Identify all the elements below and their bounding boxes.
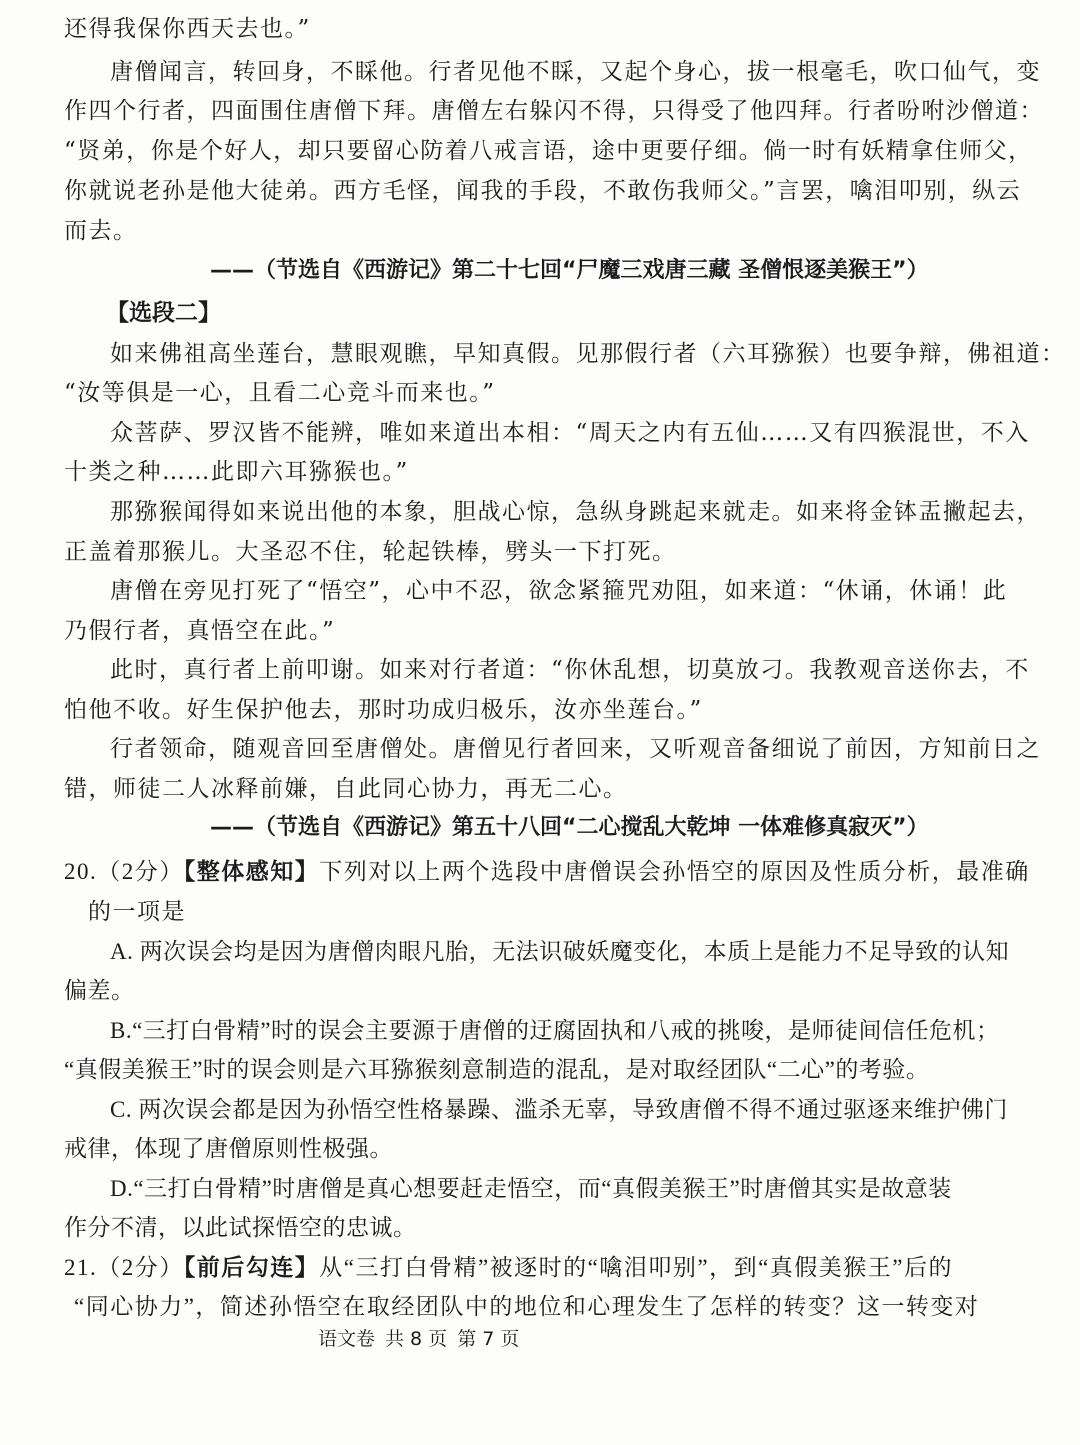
footer-paper: 语文卷 — [318, 1328, 376, 1350]
passage1-line: 你就说老孙是他大徒弟。西方毛怪，闻我的手段，不敢伤我师父。”言罢，噙泪叩别，纵云 — [64, 178, 1022, 204]
passage2-line: 错，师徒二人冰释前嫌，自此同心协力，再无二心。 — [64, 776, 628, 802]
option-c-line: C. 两次误会都是因为孙悟空性格暴躁、滥杀无辜，导致唐僧不得不通过驱逐来维护佛门 — [110, 1097, 1008, 1122]
option-b-line: B.“三打白骨精”时的误会主要源于唐僧的迂腐固执和八戒的挑唆，是师徒间信任危机； — [110, 1018, 1000, 1043]
question-21-stem-text: 从“三打白骨精”被逐时的“噙泪叩别”，到“真假美猴王”后的 — [319, 1255, 954, 1280]
passage1-source: ——（节选自《西游记》第二十七回“尸魔三戏唐三藏 圣僧恨逐美猴王”） — [210, 258, 929, 283]
section-heading: 【选段二】 — [106, 300, 221, 326]
passage2-line: 怕他不收。好生保护他去，那时功成归极乐，汝亦坐莲台。” — [64, 697, 703, 723]
passage1-line: “贤弟，你是个好人，却只要留心防着八戒言语，途中更要仔细。倘一时有妖精拿住师父， — [64, 138, 1033, 164]
question-21-stem — [64, 1253, 953, 1283]
passage2-source: ——（节选自《西游记》第五十八回“二心搅乱大乾坤 一体难修真寂灭”） — [210, 815, 929, 840]
passage1-line: 而去。 — [64, 218, 138, 244]
option-a-line: 偏差。 — [64, 978, 135, 1003]
passage2-line: 行者领命，随观音回至唐僧处。唐僧见行者回来，又听观音备细说了前因，方知前日之 — [110, 736, 1041, 762]
option-c-line: 戒律，体现了唐僧原则性极强。 — [64, 1136, 393, 1161]
passage2-line: 如来佛祖高坐莲台，慧眼观瞧，早知真假。见那假行者（六耳猕猴）也要争辩，佛祖道： — [110, 341, 1066, 367]
option-d-line: D.“三打白骨精”时唐僧是真心想要赶走悟空，而“真假美猴王”时唐僧其实是故意装 — [110, 1176, 952, 1201]
passage2-line: 十类之种……此即六耳猕猴也。” — [64, 459, 409, 485]
question-20-tag: 【整体感知】 — [183, 859, 320, 885]
question-20-stem-cont: 的一项是 — [88, 899, 186, 924]
question-21-stem-cont: “同心协力”，简述孙悟空在取经团队中的地位和心理发生了怎样的转变？这一转变对 — [74, 1294, 980, 1319]
question-20-stem — [64, 857, 1030, 887]
passage2-line: 乃假行者，真悟空在此。” — [64, 618, 336, 644]
passage1-line: 还得我保你西天去也。” — [64, 16, 311, 42]
passage2-line: 那猕猴闻得如来说出他的本象，胆战心惊，急纵身跳起来就走。如来将金钵盂撇起去， — [110, 499, 1041, 525]
footer-page-number: 第 7 页 — [457, 1328, 520, 1350]
passage2-line: 唐僧在旁见打死了“悟空”，心中不忍，欲念紧箍咒劝阻，如来道：“休诵，休诵！此 — [110, 578, 1008, 604]
passage2-line: 正盖着那猴儿。大圣忍不住，轮起铁棒，劈头一下打死。 — [64, 539, 677, 565]
passage2-line: 众菩萨、罗汉皆不能辨，唯如来道出本相：“周天之内有五仙……又有四猴混世，不入 — [110, 420, 1030, 446]
question-20-number: 20.（2分） — [64, 859, 184, 884]
question-21-number: 21.（2分） — [64, 1255, 184, 1280]
passage2-line: 此时，真行者上前叩谢。如来对行者道：“你休乱想，切莫放刁。我教观音送你去，不 — [110, 657, 1030, 683]
option-a-line: A. 两次误会均是因为唐僧肉眼凡胎，无法识破妖魔变化，本质上是能力不足导致的认知 — [110, 939, 1010, 964]
question-21-tag: 【前后勾连】 — [183, 1255, 320, 1281]
page-footer — [318, 1326, 529, 1352]
question-20-stem-text: 下列对以上两个选段中唐僧误会孙悟空的原因及性质分析，最准确 — [319, 859, 1030, 884]
option-d-line: 作分不清，以此试探悟空的忠诚。 — [64, 1215, 417, 1240]
passage1-line: 唐僧闻言，转回身，不睬他。行者见他不睬，又起个身心，拔一根毫毛，吹口仙气，变 — [110, 59, 1041, 85]
footer-total-pages: 共 8 页 — [385, 1328, 448, 1350]
passage1-line: 作四个行者，四面围住唐僧下拜。唐僧左右躲闪不得，只得受了他四拜。行者吩咐沙僧道： — [64, 98, 1044, 124]
passage2-line: “汝等俱是一心，且看二心竞斗而来也。” — [64, 380, 496, 406]
option-b-line: “真假美猴王”时的误会则是六耳猕猴刻意制造的混乱，是对取经团队“二心”的考验。 — [64, 1057, 930, 1082]
